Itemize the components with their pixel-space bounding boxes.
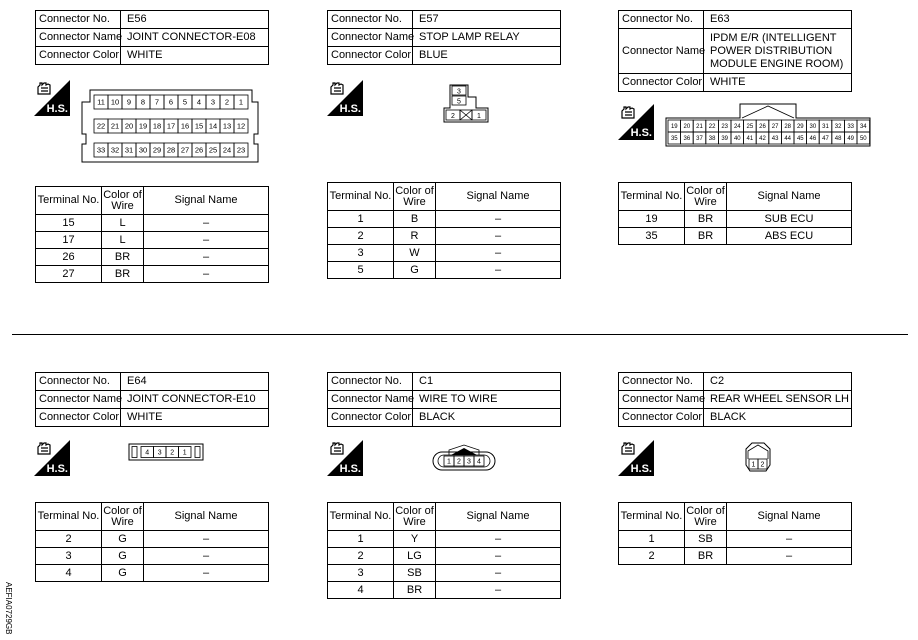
table-row: 26 BR – bbox=[36, 249, 269, 266]
terminal-table-e57 bbox=[327, 182, 561, 279]
label-connector-color: Connector Color bbox=[328, 47, 413, 65]
hand-icon bbox=[620, 441, 636, 455]
connector-face-e63 bbox=[664, 102, 872, 148]
pin-label: 9 bbox=[126, 97, 132, 107]
header-terminal-no: Terminal No. bbox=[328, 183, 394, 211]
connector-name-value: STOP LAMP RELAY bbox=[413, 29, 561, 47]
connector-name-value: REAR WHEEL SENSOR LH bbox=[704, 391, 852, 409]
pin-label: 1 bbox=[447, 458, 451, 466]
pin-label: 35 bbox=[670, 136, 678, 143]
hand-icon bbox=[620, 105, 636, 119]
label-connector-name: Connector Name bbox=[36, 29, 121, 47]
pin-label: 19 bbox=[670, 124, 678, 131]
pin-label: 36 bbox=[683, 136, 691, 143]
pin-label: 1 bbox=[751, 461, 756, 469]
connector-no-value: E64 bbox=[121, 373, 269, 391]
connector-info-c2 bbox=[618, 372, 852, 427]
pin-label: 2 bbox=[457, 458, 461, 466]
hs-badge bbox=[618, 440, 654, 476]
table-row: 2 BR – bbox=[619, 548, 852, 565]
connector-info-c1 bbox=[327, 372, 561, 427]
pin-label: 21 bbox=[696, 124, 703, 131]
pin-label: 23 bbox=[721, 124, 729, 131]
header-terminal-no: Terminal No. bbox=[328, 503, 394, 531]
connector-name-value: JOINT CONNECTOR-E08 bbox=[121, 29, 269, 47]
pin-label: 25 bbox=[746, 124, 754, 131]
pin-label: 5 bbox=[182, 97, 188, 107]
connector-face-c1 bbox=[432, 444, 496, 472]
table-row: 4 BR – bbox=[328, 582, 561, 599]
header-color-of-wire: Color of Wire bbox=[394, 503, 436, 531]
pin-label: 44 bbox=[784, 136, 792, 143]
pin-label: 32 bbox=[834, 124, 842, 131]
pin-label: 4 bbox=[477, 458, 481, 466]
pin-label: 14 bbox=[208, 121, 218, 131]
connector-color-value: WHITE bbox=[121, 47, 269, 65]
table-row: 15 L – bbox=[36, 215, 269, 232]
pin-label: 3 bbox=[467, 458, 471, 466]
pin-label: 50 bbox=[859, 136, 867, 143]
pin-label: 21 bbox=[110, 121, 120, 131]
terminal-table-c2 bbox=[618, 502, 852, 565]
header-signal-name: Signal Name bbox=[727, 183, 852, 211]
label-connector-no: Connector No. bbox=[619, 11, 704, 29]
pin-label: 26 bbox=[759, 124, 766, 131]
hand-icon bbox=[36, 81, 52, 95]
table-row: 19 BR SUB ECU bbox=[619, 211, 852, 228]
pin-label: 31 bbox=[822, 124, 829, 131]
pin-label: 49 bbox=[847, 136, 855, 143]
table-row: 2 G – bbox=[36, 531, 269, 548]
header-color-of-wire: Color of Wire bbox=[102, 503, 144, 531]
pin-label: 8 bbox=[140, 97, 146, 107]
pin-label: 4 bbox=[196, 97, 202, 107]
pin-label: 42 bbox=[759, 136, 766, 143]
pin-label: 33 bbox=[847, 124, 855, 131]
pin-label: 37 bbox=[696, 136, 703, 143]
pin-label: 26 bbox=[194, 145, 204, 155]
pin-label: 12 bbox=[236, 121, 246, 131]
hs-badge bbox=[327, 80, 363, 116]
pin-label: 28 bbox=[166, 145, 176, 155]
connector-face-c2 bbox=[742, 441, 774, 473]
connector-face-e64 bbox=[128, 443, 204, 461]
document-code: AEFIA0729GB bbox=[4, 582, 13, 635]
table-row: 5 G – bbox=[328, 262, 561, 279]
pin-label: 2 bbox=[760, 461, 765, 469]
pin-label: 40 bbox=[733, 136, 741, 143]
name-line: IPDM E/R (INTELLIGENT bbox=[710, 31, 837, 44]
pin-label: 20 bbox=[683, 124, 691, 131]
connector-no-value: C1 bbox=[413, 373, 561, 391]
hs-label: H.S. bbox=[339, 463, 361, 475]
header-terminal-no: Terminal No. bbox=[36, 503, 102, 531]
connector-name-value: WIRE TO WIRE bbox=[413, 391, 561, 409]
terminal-table-e56 bbox=[35, 186, 269, 283]
label-connector-no: Connector No. bbox=[36, 373, 121, 391]
pin-label: 15 bbox=[194, 121, 204, 131]
pin-label: 23 bbox=[236, 145, 246, 155]
name-line: POWER DISTRIBUTION bbox=[710, 44, 833, 57]
terminal-table-e64 bbox=[35, 502, 269, 582]
pin-label: 29 bbox=[796, 124, 804, 131]
table-row: 2 R – bbox=[328, 228, 561, 245]
pin-label: 6 bbox=[168, 97, 174, 107]
pin-label: 24 bbox=[733, 124, 741, 131]
hs-badge bbox=[34, 80, 70, 116]
pin-label: 18 bbox=[152, 121, 162, 131]
connector-face-e57 bbox=[442, 84, 490, 124]
table-row: 3 G – bbox=[36, 548, 269, 565]
terminal-table-e63 bbox=[618, 182, 852, 245]
pin-label: 31 bbox=[124, 145, 134, 155]
pin-label: 20 bbox=[124, 121, 134, 131]
pin-label: 22 bbox=[96, 121, 106, 131]
pin-label: 1 bbox=[238, 97, 244, 107]
table-row: 2 LG – bbox=[328, 548, 561, 565]
header-signal-name: Signal Name bbox=[727, 503, 852, 531]
label-connector-color: Connector Color bbox=[36, 47, 121, 65]
connector-color-value: BLUE bbox=[413, 47, 561, 65]
header-signal-name: Signal Name bbox=[144, 503, 269, 531]
connector-no-value: E56 bbox=[121, 11, 269, 29]
pin-label: 27 bbox=[180, 145, 190, 155]
hand-icon bbox=[36, 441, 52, 455]
pin-label: 19 bbox=[138, 121, 148, 131]
pin-label: 4 bbox=[145, 449, 150, 457]
pin-label: 7 bbox=[154, 97, 160, 107]
pin-label: 33 bbox=[96, 145, 106, 155]
hs-label: H.S. bbox=[339, 103, 361, 115]
label-connector-no: Connector No. bbox=[328, 11, 413, 29]
label-connector-color: Connector Color bbox=[36, 409, 121, 427]
hs-badge bbox=[34, 440, 70, 476]
pin-label: 41 bbox=[746, 136, 754, 143]
pin-label: 2 bbox=[224, 97, 230, 107]
pin-label: 32 bbox=[110, 145, 120, 155]
table-row: 1 Y – bbox=[328, 531, 561, 548]
pin-label: 5 bbox=[457, 98, 461, 106]
pin-label: 34 bbox=[859, 124, 867, 131]
table-row: 4 G – bbox=[36, 565, 269, 582]
label-connector-no: Connector No. bbox=[36, 11, 121, 29]
table-row: 17 L – bbox=[36, 232, 269, 249]
connector-face-e56 bbox=[78, 86, 264, 168]
pin-label: 46 bbox=[809, 136, 817, 143]
label-connector-no: Connector No. bbox=[619, 373, 704, 391]
header-signal-name: Signal Name bbox=[144, 187, 269, 215]
header-color-of-wire: Color of Wire bbox=[102, 187, 144, 215]
pin-label: 25 bbox=[208, 145, 218, 155]
label-connector-color: Connector Color bbox=[328, 409, 413, 427]
pin-label: 47 bbox=[822, 136, 829, 143]
hs-label: H.S. bbox=[46, 103, 68, 115]
name-line: MODULE ENGINE ROOM) bbox=[710, 57, 844, 70]
label-connector-name: Connector Name bbox=[619, 29, 704, 74]
pin-label: 30 bbox=[809, 124, 817, 131]
pin-label: 13 bbox=[222, 121, 232, 131]
hs-label: H.S. bbox=[46, 463, 68, 475]
header-color-of-wire: Color of Wire bbox=[394, 183, 436, 211]
pin-label: 3 bbox=[157, 449, 162, 457]
connector-info-e63 bbox=[618, 10, 852, 92]
connector-info-e56 bbox=[35, 10, 269, 65]
connector-color-value: BLACK bbox=[704, 409, 852, 427]
pin-label: 38 bbox=[708, 136, 716, 143]
pin-label: 28 bbox=[784, 124, 792, 131]
header-signal-name: Signal Name bbox=[436, 183, 561, 211]
pin-label: 3 bbox=[210, 97, 216, 107]
connector-no-value: E63 bbox=[704, 11, 852, 29]
pin-label: 1 bbox=[182, 449, 187, 457]
pin-label: 16 bbox=[180, 121, 190, 131]
header-color-of-wire: Color of Wire bbox=[685, 503, 727, 531]
header-terminal-no: Terminal No. bbox=[36, 187, 102, 215]
table-row: 3 W – bbox=[328, 245, 561, 262]
pin-label: 3 bbox=[457, 88, 461, 96]
connector-name-value bbox=[704, 29, 852, 74]
table-row: 3 SB – bbox=[328, 565, 561, 582]
connector-color-value: WHITE bbox=[121, 409, 269, 427]
label-connector-color: Connector Color bbox=[619, 74, 704, 92]
connector-info-e57 bbox=[327, 10, 561, 65]
pin-label: 29 bbox=[152, 145, 162, 155]
label-connector-no: Connector No. bbox=[328, 373, 413, 391]
pin-label: 1 bbox=[477, 113, 481, 120]
table-row: 1 B – bbox=[328, 211, 561, 228]
connector-no-value: E57 bbox=[413, 11, 561, 29]
pin-label: 2 bbox=[170, 449, 175, 457]
hs-label: H.S. bbox=[630, 463, 652, 475]
hand-icon bbox=[329, 441, 345, 455]
hs-badge bbox=[327, 440, 363, 476]
pin-label: 43 bbox=[771, 136, 779, 143]
connector-name-value: JOINT CONNECTOR-E10 bbox=[121, 391, 269, 409]
label-connector-name: Connector Name bbox=[328, 391, 413, 409]
pin-label: 22 bbox=[708, 124, 716, 131]
label-connector-name: Connector Name bbox=[36, 391, 121, 409]
pin-label: 17 bbox=[166, 121, 176, 131]
pin-label: 11 bbox=[97, 97, 105, 107]
hs-label: H.S. bbox=[630, 127, 652, 139]
label-connector-name: Connector Name bbox=[619, 391, 704, 409]
connector-info-e64 bbox=[35, 372, 269, 427]
table-row: 27 BR – bbox=[36, 266, 269, 283]
connector-color-value: BLACK bbox=[413, 409, 561, 427]
pin-label: 39 bbox=[721, 136, 729, 143]
header-color-of-wire: Color of Wire bbox=[685, 183, 727, 211]
label-connector-color: Connector Color bbox=[619, 409, 704, 427]
pin-label: 48 bbox=[834, 136, 842, 143]
pin-label: 10 bbox=[110, 97, 120, 107]
pin-label: 2 bbox=[451, 113, 455, 120]
pin-label: 27 bbox=[771, 124, 779, 131]
pin-label: 24 bbox=[222, 145, 232, 155]
table-row: 1 SB – bbox=[619, 531, 852, 548]
header-signal-name: Signal Name bbox=[436, 503, 561, 531]
header-terminal-no: Terminal No. bbox=[619, 183, 685, 211]
pin-label: 45 bbox=[796, 136, 804, 143]
terminal-table-c1 bbox=[327, 502, 561, 599]
table-row: 35 BR ABS ECU bbox=[619, 228, 852, 245]
hs-badge bbox=[618, 104, 654, 140]
hand-icon bbox=[329, 81, 345, 95]
label-connector-name: Connector Name bbox=[328, 29, 413, 47]
section-divider bbox=[12, 334, 908, 335]
pin-label: 30 bbox=[138, 145, 148, 155]
header-terminal-no: Terminal No. bbox=[619, 503, 685, 531]
connector-no-value: C2 bbox=[704, 373, 852, 391]
connector-color-value: WHITE bbox=[704, 74, 852, 92]
